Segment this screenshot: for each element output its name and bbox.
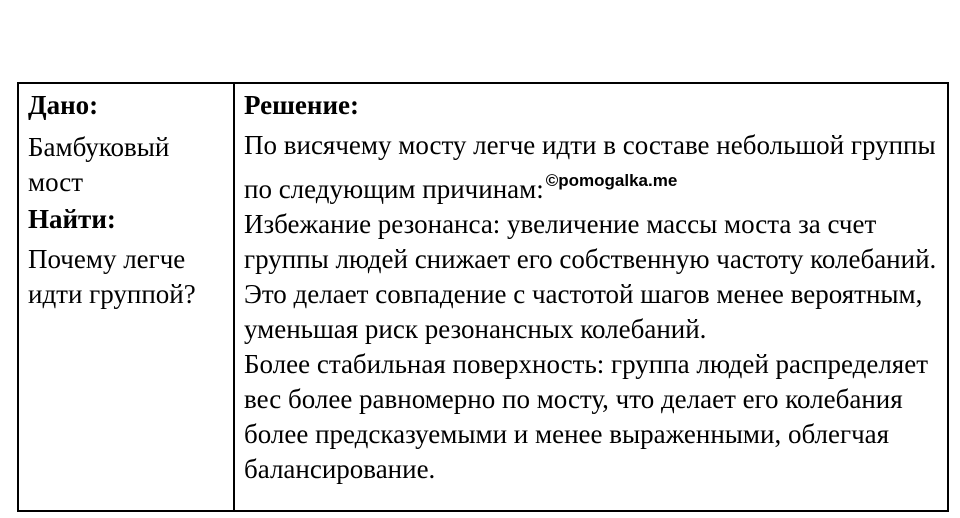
solution-reason-1: Избежание резонанса: увеличение массы моста за счет группы людей снижает его собственную частоту колебаний. Это делает совпадение с частотой шагов менее вероятным, уменьшая риск резонансных колебаний. — [244, 209, 937, 344]
watermark-text: ©pomogalka.me — [545, 171, 678, 190]
given-find-column — [19, 84, 235, 510]
solution-intro — [244, 128, 941, 207]
solution-reason-2: Более стабильная поверхность: группа людей распределяет вес более равномерно по мосту, что делает его колебания более предсказуемыми и менее выраженными, облегчая балансирование. — [244, 349, 928, 484]
solution-table — [17, 82, 949, 512]
find-text: Почему легче идти группой? — [28, 244, 196, 309]
given-heading: Дано: — [28, 90, 99, 120]
solution-body — [244, 128, 941, 487]
given-text: Бамбуковый мост — [28, 132, 170, 197]
solution-column — [235, 84, 947, 510]
find-heading: Найти: — [28, 204, 116, 234]
solution-heading: Решение: — [244, 90, 359, 120]
solution-intro-text: По висячему мосту легче идти в составе небольшой группы по следующим причинам: — [244, 130, 936, 204]
